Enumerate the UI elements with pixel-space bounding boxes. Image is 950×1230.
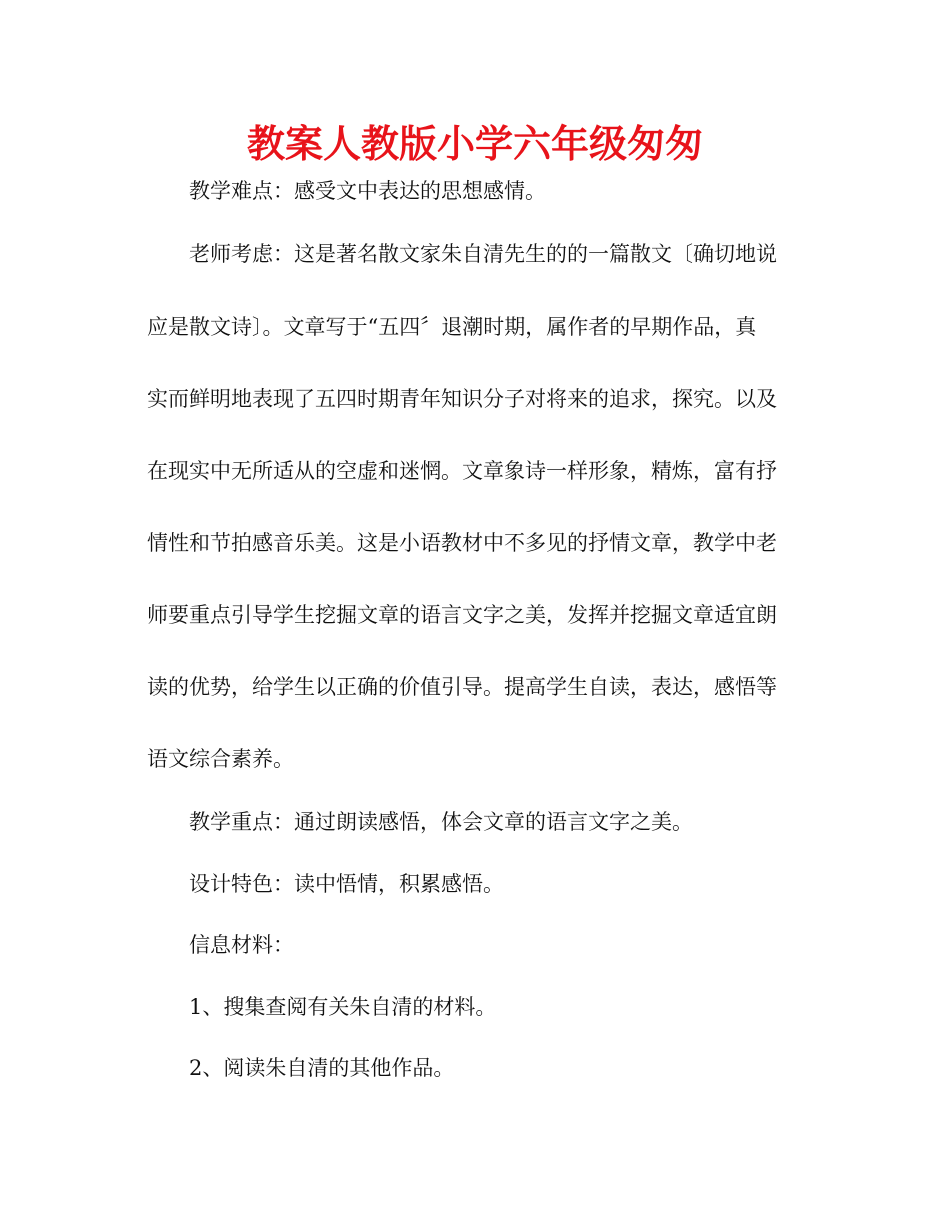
paragraph-teaching-focus: 教学重点：通过朗读感悟，体会文章的语言文字之美。 <box>189 810 693 834</box>
paragraph-teacher-notes-line-2: 应是散文诗〕。文章写于“五四〞退潮时期，属作者的早期作品，真 <box>147 315 757 339</box>
paragraph-teaching-difficulty: 教学难点：感受文中表达的思想感情。 <box>189 179 546 203</box>
document-title: 教案人教版小学六年级匆匆 <box>246 122 703 166</box>
paragraph-teacher-notes-line-1: 老师考虑：这是著名散文家朱自清先生的的一篇散文〔确切地说 <box>189 242 777 266</box>
paragraph-teacher-notes-line-5: 情性和节拍感音乐美。这是小语教材中不多见的抒情文章，教学中老 <box>147 531 777 555</box>
paragraph-teacher-notes-line-7: 读的优势，给学生以正确的价值引导。提高学生自读，表达，感悟等 <box>147 675 777 699</box>
paragraph-info-materials: 信息材料： <box>189 933 294 957</box>
paragraph-design-feature: 设计特色：读中悟情，积累感悟。 <box>189 872 504 896</box>
paragraph-teacher-notes-line-6: 师要重点引导学生挖掘文章的语言文字之美，发挥并挖掘文章适宜朗 <box>147 603 777 627</box>
paragraph-teacher-notes-line-4: 在现实中无所适从的空虚和迷惘。文章象诗一样形象，精炼，富有抒 <box>147 459 777 483</box>
paragraph-teacher-notes-line-8: 语文综合素养。 <box>147 747 294 771</box>
list-item-1: 1、搜集查阅有关朱自清的材料。 <box>189 995 497 1019</box>
list-item-2: 2、阅读朱自清的其他作品。 <box>189 1056 455 1080</box>
paragraph-teacher-notes-line-3: 实而鲜明地表现了五四时期青年知识分子对将来的追求，探究。以及 <box>147 387 777 411</box>
